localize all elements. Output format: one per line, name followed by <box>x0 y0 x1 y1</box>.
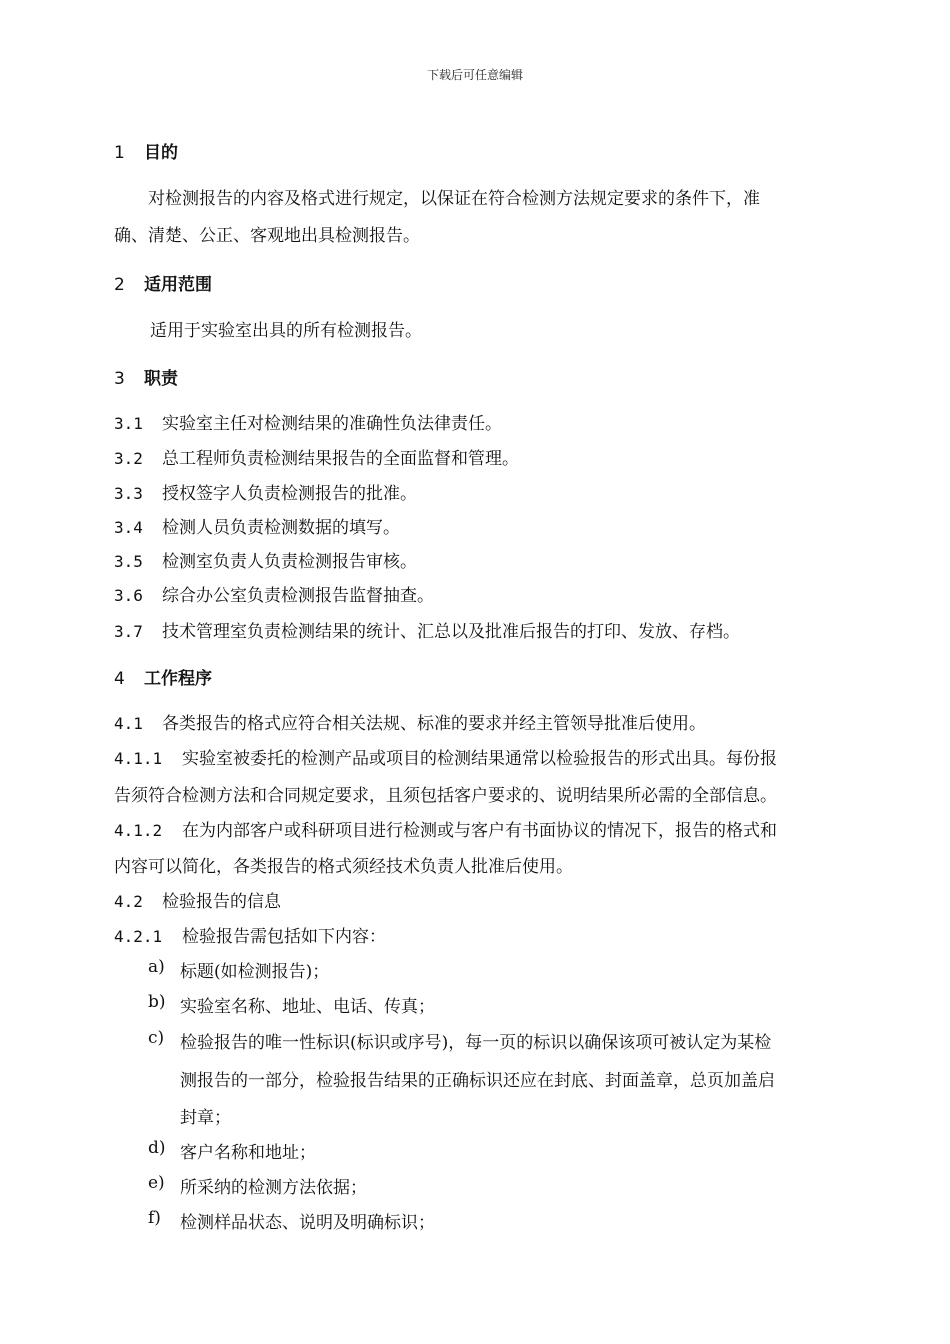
list-item-text: 实验室名称、地址、电话、传真； <box>180 997 435 1017</box>
clause-label: 3.3 <box>114 484 143 503</box>
clause-label: 3.5 <box>114 552 143 571</box>
clause-3-2 <box>114 444 519 469</box>
clause-4-2-1 <box>114 922 386 947</box>
clause-label: 4.1.1 <box>114 749 163 768</box>
clause-text: 实验室主任对检测结果的准确性负法律责任。 <box>162 414 502 434</box>
paragraph-line: 内容可以简化，各类报告的格式须经技术负责人批准后使用。 <box>114 857 573 877</box>
clause-4-1-2 <box>114 816 777 841</box>
clause-3-4 <box>114 513 400 538</box>
clause-text: 检验报告需包括如下内容： <box>182 927 386 947</box>
clause-label: 3.1 <box>114 414 143 433</box>
clause-3-1 <box>114 409 502 434</box>
clause-label: 3.4 <box>114 518 143 537</box>
clause-label: 4.2.1 <box>114 927 163 946</box>
clause-text: 在为内部客户或科研项目进行检测或与客户有书面协议的情况下，报告的格式和 <box>182 821 777 841</box>
clause-3-6 <box>114 581 434 606</box>
paragraph: 适用于实验室出具的所有检测报告。 <box>150 321 422 341</box>
clause-label: 4.1.2 <box>114 821 163 840</box>
list-item-text: 检测样品状态、说明及明确标识； <box>180 1213 435 1233</box>
list-item-text: 所采纳的检测方法依据； <box>180 1178 367 1198</box>
section-title: 工作程序 <box>144 669 212 689</box>
list-item-label: c) <box>148 1028 165 1048</box>
page-header-note: 下载后可任意编辑 <box>426 68 523 82</box>
section-title: 适用范围 <box>144 275 212 295</box>
clause-4-1-1 <box>114 744 777 769</box>
clause-text: 各类报告的格式应符合相关法规、标准的要求并经主管领导批准后使用。 <box>162 714 706 734</box>
paragraph-line: 告须符合检测方法和合同规定要求，且须包括客户要求的、说明结果所必需的全部信息。 <box>114 786 777 806</box>
list-item-text: 检验报告的唯一性标识(标识或序号)，每一页的标识以确保该项可被认定为某检 <box>180 1033 772 1053</box>
section-heading-2 <box>114 270 212 295</box>
clause-3-7 <box>114 617 740 642</box>
clause-text: 检测人员负责检测数据的填写。 <box>162 518 400 538</box>
clause-text: 总工程师负责检测结果报告的全面监督和管理。 <box>162 449 519 469</box>
list-item-label: a) <box>148 957 165 977</box>
clause-label: 4.1 <box>114 714 143 733</box>
list-item-label: b) <box>148 992 166 1012</box>
clause-label: 4.2 <box>114 892 143 911</box>
section-heading-4 <box>114 664 212 689</box>
clause-text: 检测室负责人负责检测报告审核。 <box>162 552 417 572</box>
clause-4-1 <box>114 709 706 734</box>
section-number: 3 <box>114 369 125 389</box>
section-title: 职责 <box>144 369 178 389</box>
list-item-text: 封章； <box>180 1108 231 1128</box>
clause-text: 综合办公室负责检测报告监督抽查。 <box>162 586 434 606</box>
list-item-label: f) <box>148 1208 161 1228</box>
section-title: 目的 <box>144 143 178 163</box>
clause-4-2 <box>114 887 281 912</box>
list-item-text: 测报告的一部分，检验报告结果的正确标识还应在封底、封面盖章，总页加盖启 <box>180 1071 775 1091</box>
clause-label: 3.6 <box>114 586 143 605</box>
section-number: 2 <box>114 275 125 295</box>
section-heading-1 <box>114 138 178 163</box>
clause-text: 实验室被委托的检测产品或项目的检测结果通常以检验报告的形式出具。每份报 <box>182 749 777 769</box>
clause-label: 3.2 <box>114 449 143 468</box>
clause-text: 授权签字人负责检测报告的批准。 <box>162 484 417 504</box>
section-heading-3 <box>114 364 178 389</box>
list-item-text: 标题(如检测报告)； <box>180 962 330 982</box>
section-number: 1 <box>114 143 125 163</box>
list-item-label: d) <box>148 1138 166 1158</box>
clause-3-5 <box>114 547 417 572</box>
paragraph-line: 确、清楚、公正、客观地出具检测报告。 <box>114 226 420 246</box>
clause-text: 检验报告的信息 <box>162 892 281 912</box>
section-number: 4 <box>114 669 125 689</box>
clause-text: 技术管理室负责检测结果的统计、汇总以及批准后报告的打印、发放、存档。 <box>162 622 740 642</box>
clause-3-3 <box>114 479 417 504</box>
paragraph-line: 对检测报告的内容及格式进行规定，以保证在符合检测方法规定要求的条件下，准 <box>148 189 760 209</box>
list-item-label: e) <box>148 1173 165 1193</box>
clause-label: 3.7 <box>114 622 143 641</box>
list-item-text: 客户名称和地址； <box>180 1143 316 1163</box>
